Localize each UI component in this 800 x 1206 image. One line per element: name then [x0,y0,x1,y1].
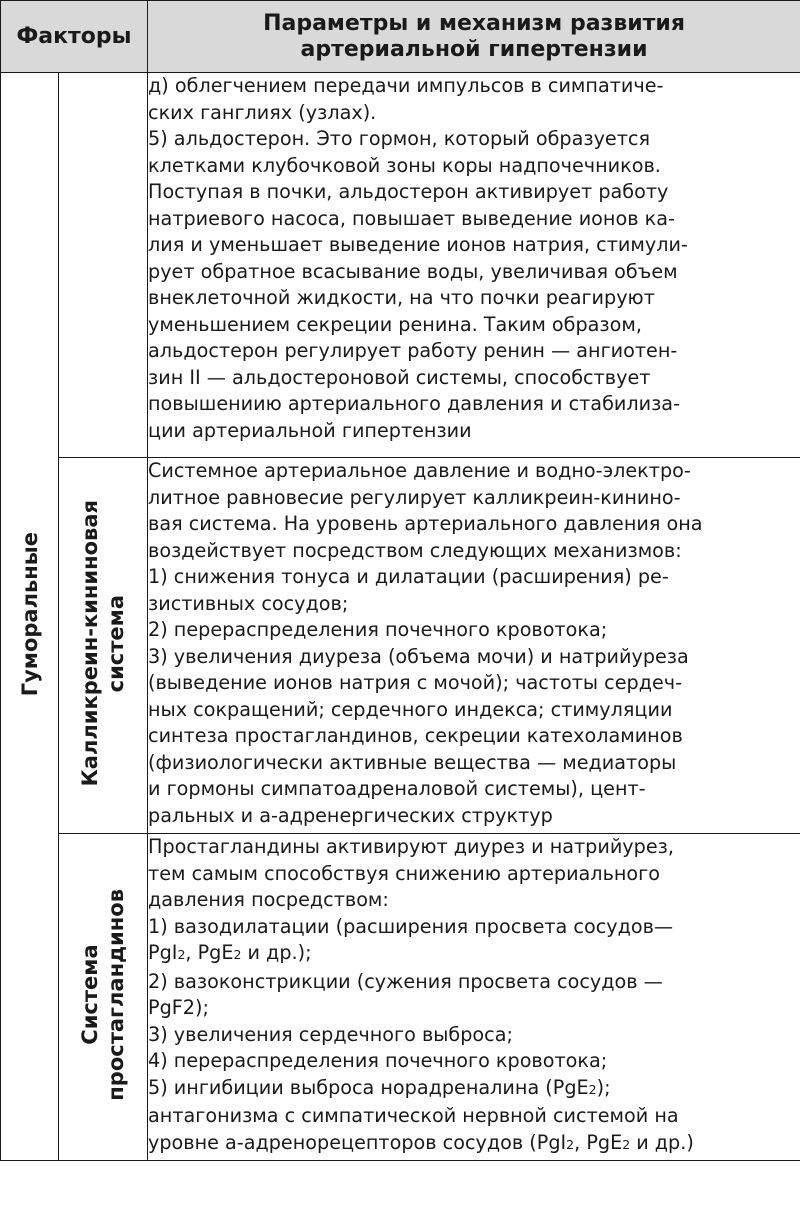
factor-label-cell-1 [59,73,148,458]
text-line: натриевого насоса, повышает выведение ионов ка- [148,206,675,230]
text-line: ных сокращений; сердечного индекса; стимуляции [148,697,673,721]
text-line: 4) перераспределения почечного кровотока; [148,1049,608,1072]
text-line: давления посредством: [148,888,389,911]
text-line: 2) перераспределения почечного кровотока; [148,618,608,641]
factor-label-line: Система [78,944,102,1046]
header-parameters [148,1,800,73]
text-line: Поступая в почки, альдостерон активирует работу [148,180,669,203]
text-line: зистивных сосудов; [148,591,349,615]
factor-label-line: система [104,594,128,693]
text-line: зин II — альдостероновой системы, способствует [148,365,651,389]
text-line: уменьшением секреции ренина. Таким образом, [148,312,642,336]
subscript: 2 [566,1136,575,1152]
text-line: ральных и а-адренергических структур [148,803,553,827]
row-1-content [148,73,800,458]
text-line: рует обратное всасывание воды, увеличивая объем [148,259,678,283]
subscript: 2 [622,1136,631,1152]
text-line: клетками клубочковой зоны коры надпочечников. [148,153,661,177]
table-header-row [1,1,800,73]
text-line: тем самым способствуя снижению артериального [148,861,660,885]
text-line: 3) увеличения сердечного выброса; [148,1022,513,1046]
text-line: 2) вазоконстрикции (сужения просвета сосудов — [148,969,663,993]
text-line: 1) вазодилатации (расширения просвета сосудов— [148,914,674,938]
row-3-content [148,834,800,1161]
text-line: PgI2, PgE2 и др.); [148,941,312,964]
text-line: повышениию артериального давления и стабилиза- [148,392,680,415]
text-line: Системное артериальное давление и водно-электро- [148,459,691,482]
factor-label-line: простагландинов [104,889,128,1101]
subscript: 2 [177,947,186,962]
header-parameters-line-2: артериальной гипертензии [300,36,648,62]
text-line: лия и уменьшает выведение ионов натрия, стимули- [148,233,688,256]
text-line: и гормоны симпатоадреналовой системы), цент- [148,777,646,800]
factor-label-kallikrein [77,500,129,786]
factor-label-cell-2 [59,458,148,834]
text-line: внеклеточной жидкости, на что почки реагируют [148,286,655,309]
text-line: воздействует посредством следующих механизмов: [148,538,682,562]
text-line: антагонизма с симпатической нервной системой на [148,1104,679,1127]
subscript: 2 [233,947,242,962]
header-parameters-line-1: Параметры и механизм развития [263,10,685,36]
text-line: ских ганглиях (узлах). [148,100,377,124]
subscript: 2 [588,1081,597,1097]
factor-label-prostaglandins [77,889,129,1101]
text-line: 5) ингибиции выброса норадреналина (PgE2); [148,1075,611,1099]
text-line: ции артериальной гипертензии [148,418,472,442]
text-line: уровне а-адренорецепторов сосудов (PgI2, PgE2 и др.) [148,1130,694,1154]
table-row [1,834,800,1161]
text-line: (выведение ионов натрия с мочой); частоты сердеч- [148,671,683,694]
factor-label-line: Калликреин-кининовая [78,500,102,787]
text-line: д) облегчением передачи импульсов в симпатиче- [148,74,664,97]
text-line: 3) увеличения диуреза (объема мочи) и натрийуреза [148,644,689,668]
text-line: альдостерон регулирует работу ренин — ангиотен- [148,339,678,362]
group-label-humoral: Гуморальные [17,532,42,697]
header-factors: Факторы [1,1,148,73]
text-line: вая система. На уровень артериального давления она [148,512,703,535]
text-line: синтеза простагландинов, секреции катехоламинов [148,724,683,747]
factor-label-cell-3 [59,834,148,1161]
table-row [1,458,800,834]
text-line: 1) снижения тонуса и дилатации (расширения) ре- [148,565,669,588]
text-line: (физиологически активные вещества — медиаторы [148,750,677,774]
text-line: Простагландины активируют диурез и натрийурез, [148,835,674,858]
group-label-cell [1,73,59,1161]
text-line: 5) альдостерон. Это гормон, который образуется [148,127,650,150]
text-line: PgF2); [148,996,209,1019]
row-2-content [148,458,800,834]
table-row [1,73,800,458]
text-line: литное равновесие регулирует калликреин-кинино- [148,485,681,509]
